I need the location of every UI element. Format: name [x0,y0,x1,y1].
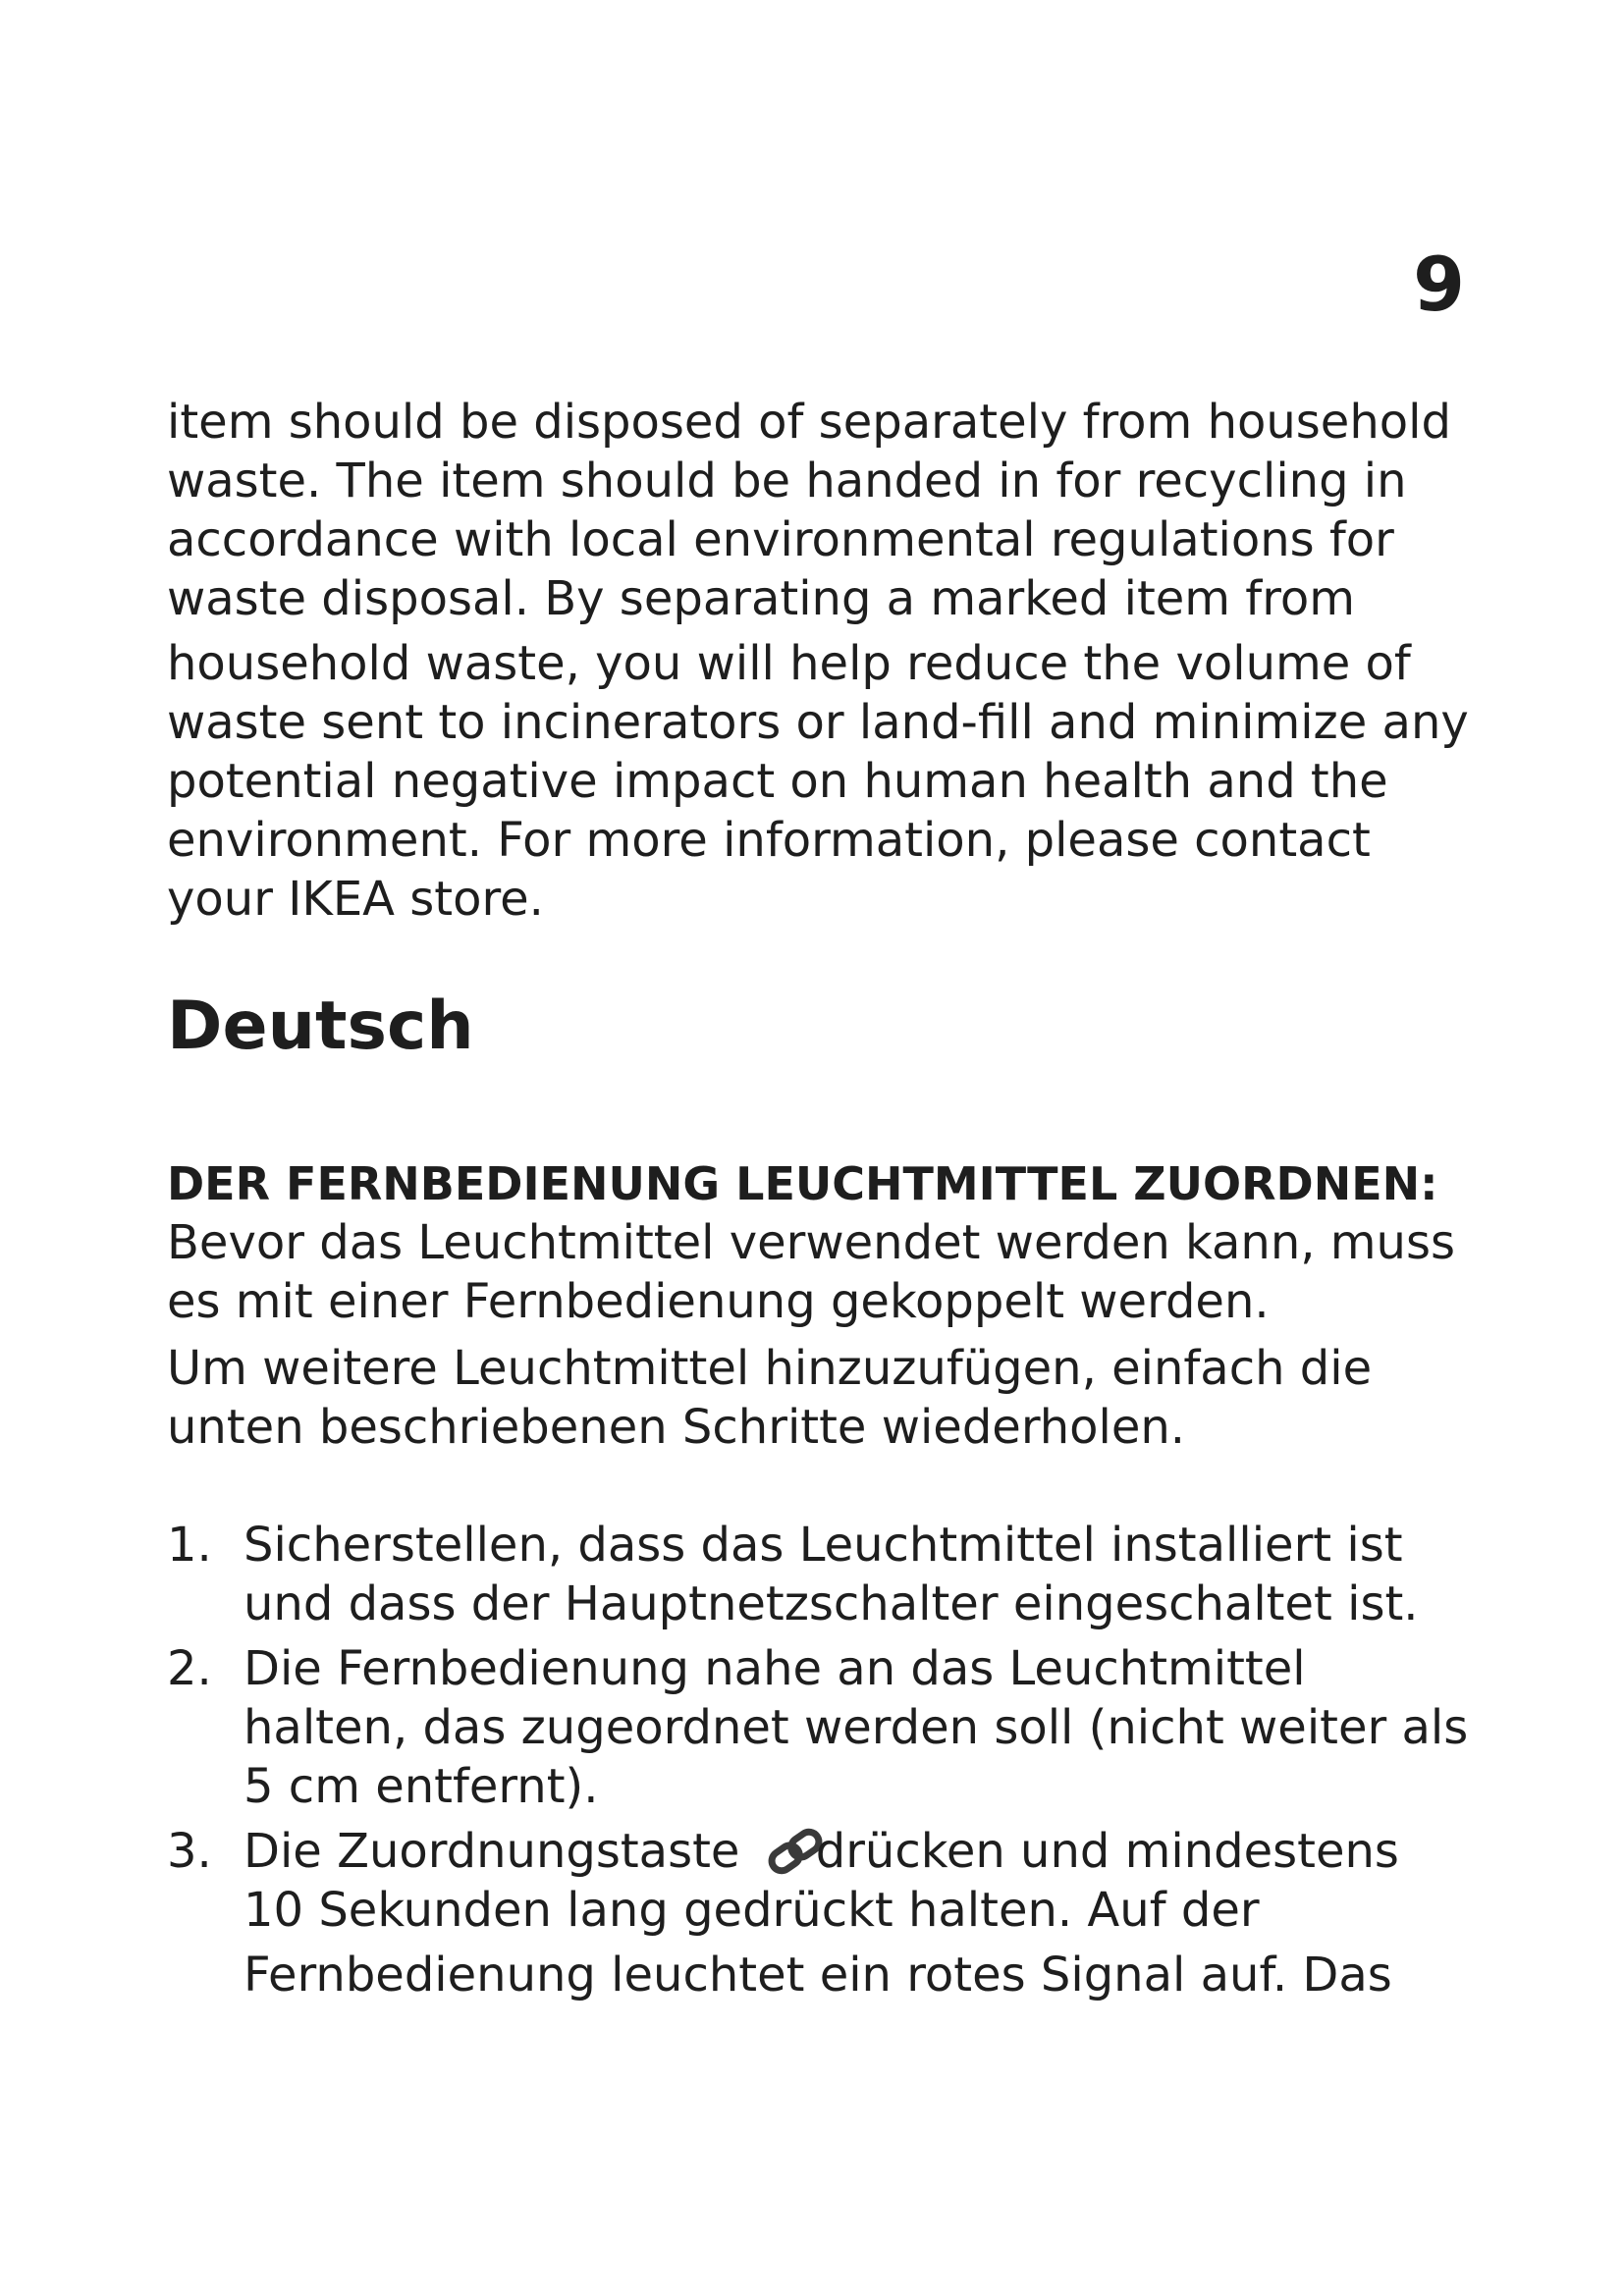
step-line: Sicherstellen, dass das Leuchtmittel installiert ist [244,1518,1403,1573]
text-line: waste disposal. By separating a marked item from [167,571,1356,626]
text-line: item should be disposed of separately from household [167,395,1451,450]
page-number: 9 [1413,240,1465,328]
step-line: halten, das zugeordnet werden soll (nicht weiter als [244,1700,1469,1755]
text-line: Bevor das Leuchtmittel verwendet werden kann, muss [167,1215,1455,1270]
step-number: 1. [167,1518,212,1573]
section-title: DER FERNBEDIENUNG LEUCHTMITTEL ZUORDNEN: [167,1157,1438,1210]
german-intro-paragraph-2 [167,1339,1483,1457]
step-number: 3. [167,1824,212,1879]
step-line: und dass der Hauptnetzschalter eingeschaltet ist. [244,1576,1419,1631]
language-heading: Deutsch [167,988,474,1065]
step-text-after-icon: drücken und mindestens [815,1824,1399,1879]
step-line: Die Fernbedienung nahe an das Leuchtmittel [244,1641,1306,1696]
text-line: es mit einer Fernbedienung gekoppelt werden. [167,1274,1270,1329]
step-item [167,1639,1483,1816]
step-line: 10 Sekunden lang gedrückt halten. Auf der [244,1883,1260,1938]
text-line: Um weitere Leuchtmittel hinzuzufügen, einfach die [167,1341,1373,1396]
german-intro-paragraph [167,1213,1483,1331]
step-line [244,1822,1483,1881]
text-line: accordance with local environmental regulations for [167,512,1394,567]
text-line: waste. The item should be handed in for recycling in [167,454,1407,508]
text-line: environment. For more information, please contact [167,813,1371,868]
text-line: waste sent to incinerators or land-fill and minimize any [167,695,1469,750]
step-item [167,1516,1483,1633]
text-line: your IKEA store. [167,872,544,927]
step-line: Fernbedienung leuchtet ein rotes Signal auf. Das [244,1948,1392,2002]
step-item [167,1822,1483,2004]
text-line: potential negative impact on human health and the [167,754,1388,809]
step-text-before-icon: Die Zuordnungstaste [244,1824,755,1879]
document-body [167,393,1483,2010]
step-line: 5 cm entfernt). [244,1759,599,1814]
text-line: household waste, you will help reduce the volume of [167,636,1411,691]
english-disposal-paragraph [167,393,1483,929]
step-number: 2. [167,1641,212,1696]
text-line: unten beschriebenen Schritte wiederholen. [167,1400,1186,1455]
pairing-steps-list [167,1516,1483,2004]
